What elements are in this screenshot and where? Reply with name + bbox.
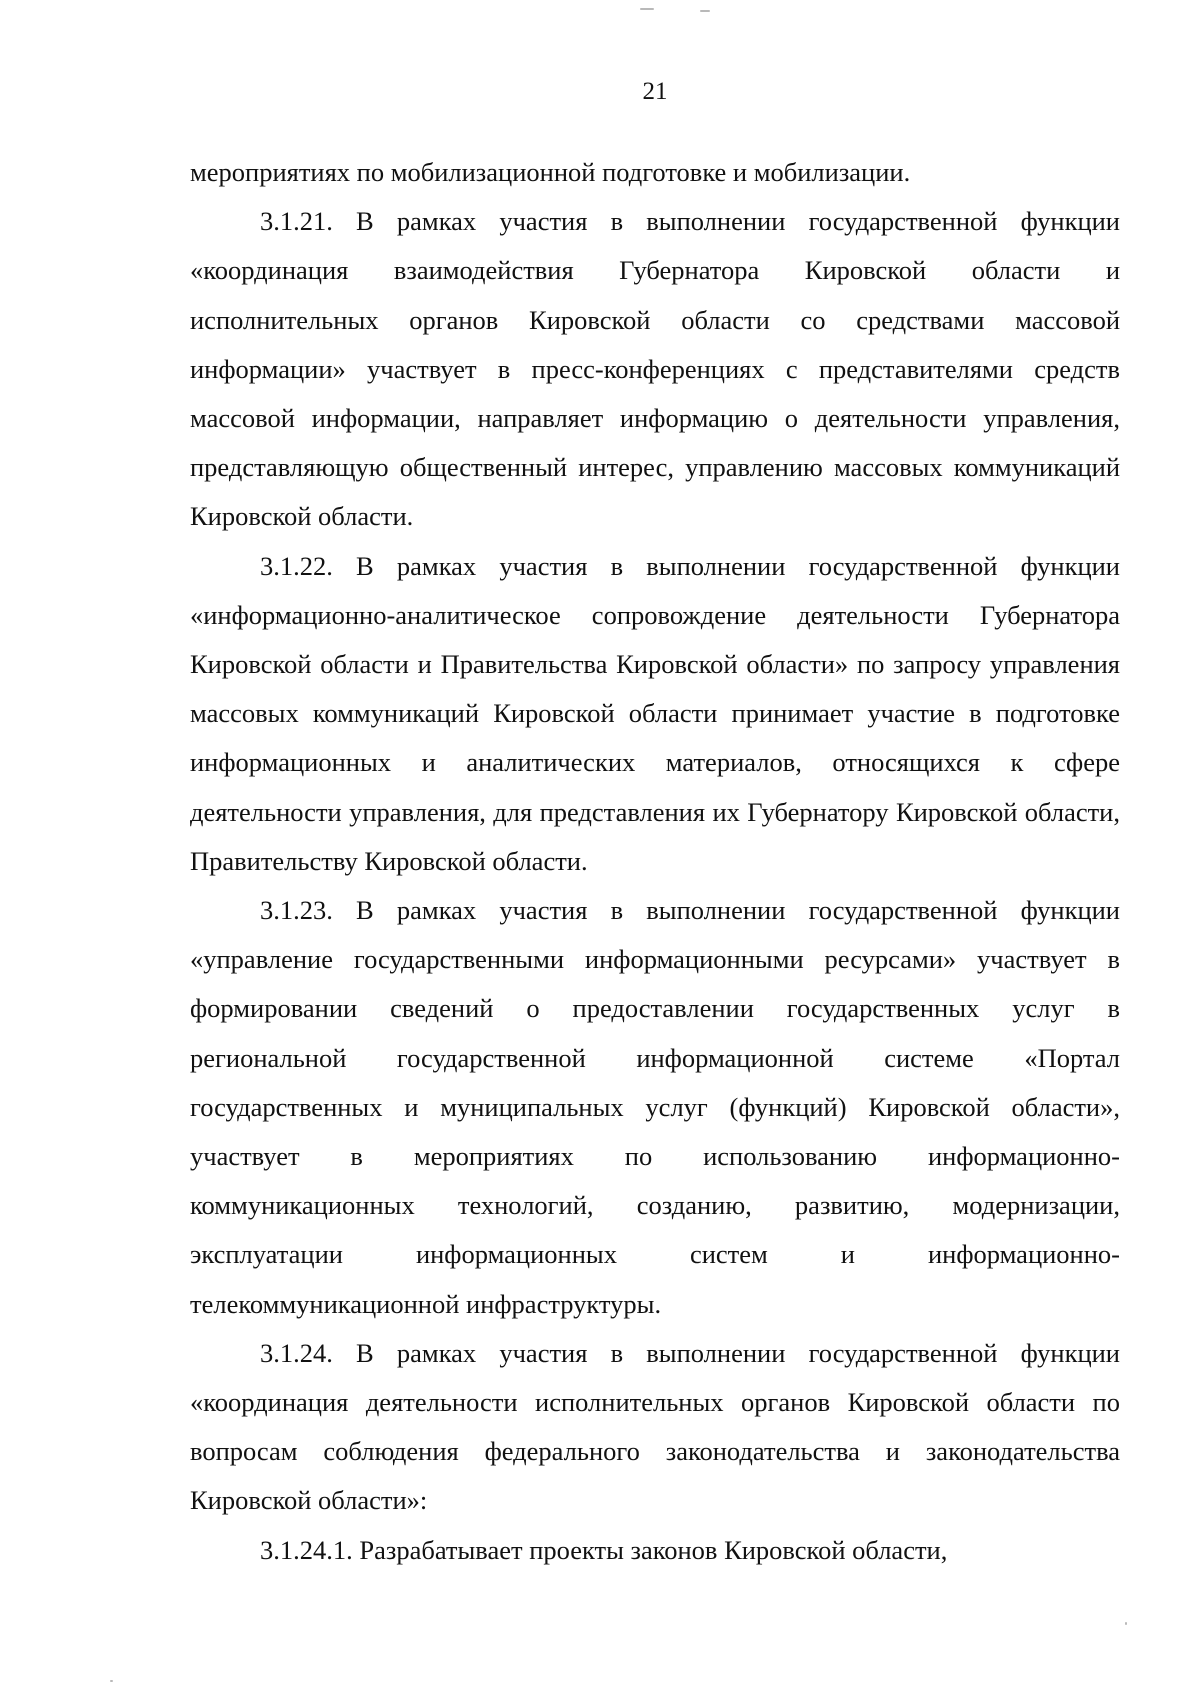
paragraph-continuation: мероприятиях по мобилизационной подготовке и мобилизации.	[190, 157, 911, 187]
paragraph-3-1-24-1: 3.1.24.1. Разрабатывает проекты законов Кировской области,	[260, 1534, 948, 1565]
paragraph-3-1-22: 3.1.22. В рамках участия в выполнении государственной функции «информационно-аналитическое сопровождение деятельности Губернатора Кировской области и Правительства Кировской области» по запросу управления массовых коммуникаций Кировской области принимает участие в подготовке информационных и аналитических материалов, относящихся к сфере деятельности управления, для представления их Губернатору Кировской области, Правительству Кировской области.	[190, 550, 1120, 876]
page-number: 21	[642, 78, 668, 105]
document-body	[190, 148, 1120, 1575]
scan-artifact	[110, 1680, 113, 1682]
scan-artifact	[1125, 1622, 1127, 1625]
paragraph-3-1-24: 3.1.24. В рамках участия в выполнении государственной функции «координация деятельности исполнительных органов Кировской области по вопросам соблюдения федерального законодательства и законодательства Кировской области»:	[190, 1337, 1120, 1516]
paragraph-3-1-21: 3.1.21. В рамках участия в выполнении государственной функции «координация взаимодействия Губернатора Кировской области и исполнительных органов Кировской области со средствами массовой информации» участвует в пресс-конференциях с представителями средств массовой информации, направляет информацию о деятельности управления, представляющую общественный интерес, управлению массовых коммуникаций Кировской области.	[190, 206, 1120, 532]
paragraph-3-1-23: 3.1.23. В рамках участия в выполнении государственной функции «управление государственными информационными ресурсами» участвует в формировании сведений о предоставлении государственных услуг в региональной государственной информационной системе «Портал государственных и муниципальных услуг (функций) Кировской области», участвует в мероприятиях по использованию информационно-коммуникационных технологий, созданию, развитию, модернизации, эксплуатации информационных систем и информационно-телекоммуникационной инфраструктуры.	[190, 895, 1120, 1319]
scan-artifact	[640, 8, 654, 10]
scan-artifact	[700, 10, 710, 12]
